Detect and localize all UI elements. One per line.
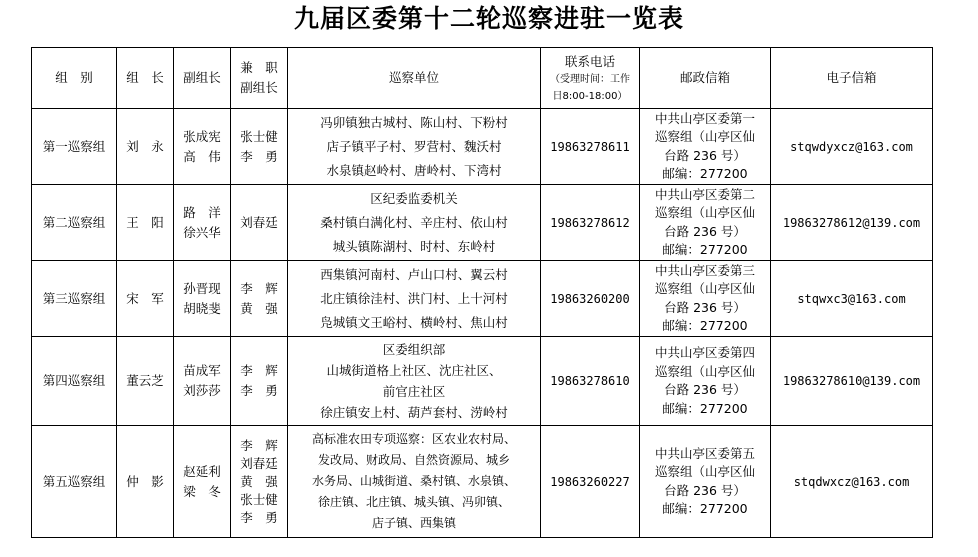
post-line: 中共山亭区委第一 bbox=[654, 110, 755, 126]
leader-cell: 刘 永 bbox=[117, 109, 174, 185]
phone-cell: 19863260227 bbox=[541, 426, 640, 538]
concurrent-cell bbox=[231, 261, 288, 337]
header-unit: 巡察单位 bbox=[288, 48, 541, 109]
group-cell: 第五巡察组 bbox=[32, 426, 117, 538]
deputy-name: 刘莎莎 bbox=[183, 383, 221, 398]
unit-line: 山城街道格上社区、沈庄社区、 bbox=[326, 363, 502, 378]
header-deputy: 副组长 bbox=[174, 48, 231, 109]
leader-cell: 宋 军 bbox=[117, 261, 174, 337]
concurrent-name: 黄 强 bbox=[240, 300, 278, 316]
deputy-name: 胡晓斐 bbox=[183, 300, 221, 316]
deputy-cell bbox=[174, 185, 231, 261]
unit-line: 发改局、财政局、自然资源局、城乡 bbox=[317, 453, 510, 467]
deputy-name: 梁 冬 bbox=[183, 483, 221, 499]
concurrent-name: 李 辉 bbox=[240, 280, 278, 296]
group-cell: 第三巡察组 bbox=[32, 261, 117, 337]
email-cell: stqdwxcz@163.com bbox=[771, 426, 933, 538]
post-line: 中共山亭区委第五 bbox=[654, 445, 755, 461]
header-group: 组 别 bbox=[32, 48, 117, 109]
phone-cell: 19863278611 bbox=[541, 109, 640, 185]
post-line: 中共山亭区委第三 bbox=[654, 262, 755, 278]
unit-line: 前官庄社区 bbox=[382, 384, 446, 399]
unit-line: 水泉镇赵岭村、唐岭村、下湾村 bbox=[326, 162, 502, 178]
post-cell bbox=[640, 109, 771, 185]
deputy-name: 孙晋现 bbox=[183, 280, 221, 296]
unit-line: 区委组织部 bbox=[382, 342, 446, 357]
header-phone-line: 联系电话 bbox=[564, 53, 615, 69]
unit-line: 高标准农田专项巡察：区农业农村局、 bbox=[311, 432, 516, 446]
unit-line: 区纪委监委机关 bbox=[370, 190, 458, 206]
header-post: 邮政信箱 bbox=[640, 48, 771, 109]
unit-cell bbox=[288, 185, 541, 261]
post-cell bbox=[640, 337, 771, 426]
post-line: 巡察组（山亭区仙 bbox=[654, 363, 755, 379]
table-row bbox=[32, 185, 933, 261]
leader-cell: 王 阳 bbox=[117, 185, 174, 261]
unit-cell bbox=[288, 337, 541, 426]
header-concurrent bbox=[231, 48, 288, 109]
post-line: 邮编：277200 bbox=[662, 242, 748, 257]
header-email: 电子信箱 bbox=[771, 48, 933, 109]
deputy-name: 赵延利 bbox=[183, 463, 221, 479]
concurrent-cell bbox=[231, 337, 288, 426]
post-cell bbox=[640, 185, 771, 261]
post-cell bbox=[640, 261, 771, 337]
concurrent-cell bbox=[231, 109, 288, 185]
concurrent-name: 刘春廷 bbox=[240, 214, 278, 230]
deputy-cell bbox=[174, 109, 231, 185]
leader-cell: 董云芝 bbox=[117, 337, 174, 426]
group-cell: 第二巡察组 bbox=[32, 185, 117, 261]
deputy-cell bbox=[174, 261, 231, 337]
concurrent-name: 张士健 bbox=[240, 491, 278, 507]
concurrent-name: 李 勇 bbox=[240, 148, 278, 164]
unit-line: 徐庄镇安上村、葫芦套村、涝岭村 bbox=[320, 405, 508, 420]
table-row bbox=[32, 337, 933, 426]
concurrent-name: 李 辉 bbox=[240, 437, 278, 453]
header-phone-line: 日8:00-18:00） bbox=[552, 90, 628, 102]
email-cell: 19863278610@139.com bbox=[771, 337, 933, 426]
post-line: 中共山亭区委第四 bbox=[654, 345, 755, 360]
unit-cell bbox=[288, 261, 541, 337]
unit-line: 冯卯镇独古城村、陈山村、下粉村 bbox=[320, 114, 508, 130]
post-cell bbox=[640, 426, 771, 538]
concurrent-name: 李 勇 bbox=[240, 509, 278, 525]
concurrent-name: 刘春廷 bbox=[240, 455, 278, 471]
page-title: 九届区委第十二轮巡察进驻一览表 bbox=[293, 4, 684, 33]
concurrent-name: 李 辉 bbox=[240, 363, 278, 378]
deputy-name: 苗成军 bbox=[183, 363, 221, 378]
group-cell: 第四巡察组 bbox=[32, 337, 117, 426]
unit-line: 店子镇、西集镇 bbox=[371, 516, 456, 530]
post-line: 巡察组（山亭区仙 bbox=[654, 129, 755, 144]
phone-cell: 19863278612 bbox=[541, 185, 640, 261]
header-concurrent-line: 兼 职 bbox=[240, 60, 278, 75]
table-row bbox=[32, 109, 933, 185]
phone-cell: 19863278610 bbox=[541, 337, 640, 426]
post-line: 台路 236 号） bbox=[664, 223, 746, 239]
table-row bbox=[32, 261, 933, 337]
unit-line: 城头镇陈湖村、时村、东岭村 bbox=[332, 238, 496, 254]
deputy-cell bbox=[174, 426, 231, 538]
post-line: 巡察组（山亭区仙 bbox=[654, 464, 755, 479]
header-phone-line: （受理时间：工作 bbox=[550, 73, 630, 85]
concurrent-name: 张士健 bbox=[240, 128, 278, 144]
header-row bbox=[32, 48, 933, 109]
email-cell: stqwdyxcz@163.com bbox=[771, 109, 933, 185]
leader-cell: 仲 影 bbox=[117, 426, 174, 538]
email-cell: 19863278612@139.com bbox=[771, 185, 933, 261]
email-cell: stqwxc3@163.com bbox=[771, 261, 933, 337]
unit-line: 西集镇河南村、卢山口村、翼云村 bbox=[320, 266, 508, 282]
deputy-name: 张成宪 bbox=[183, 128, 221, 144]
concurrent-cell bbox=[231, 185, 288, 261]
phone-cell: 19863260200 bbox=[541, 261, 640, 337]
post-line: 巡察组（山亭区仙 bbox=[654, 205, 755, 220]
deputy-name: 路 洋 bbox=[183, 204, 221, 220]
post-line: 台路 236 号） bbox=[664, 147, 746, 163]
unit-line: 北庄镇徐洼村、洪门村、上十河村 bbox=[320, 290, 508, 306]
post-line: 邮编：277200 bbox=[662, 400, 748, 416]
unit-line: 桑村镇白满化村、辛庄村、依山村 bbox=[320, 214, 508, 230]
unit-cell bbox=[288, 426, 541, 538]
header-concurrent-line: 副组长 bbox=[240, 80, 278, 95]
inspection-table bbox=[31, 47, 933, 538]
post-line: 台路 236 号） bbox=[664, 482, 746, 498]
deputy-cell bbox=[174, 337, 231, 426]
unit-line: 凫城镇文王峪村、横岭村、焦山村 bbox=[320, 314, 508, 330]
unit-cell bbox=[288, 109, 541, 185]
post-line: 巡察组（山亭区仙 bbox=[654, 281, 755, 296]
post-line: 邮编：277200 bbox=[662, 318, 748, 333]
header-leader: 组 长 bbox=[117, 48, 174, 109]
unit-line: 店子镇平子村、罗营村、魏沃村 bbox=[326, 138, 502, 154]
concurrent-name: 李 勇 bbox=[240, 383, 278, 398]
table-row bbox=[32, 426, 933, 538]
post-line: 台路 236 号） bbox=[664, 382, 746, 397]
deputy-name: 徐兴华 bbox=[183, 224, 221, 240]
group-cell: 第一巡察组 bbox=[32, 109, 117, 185]
post-line: 台路 236 号） bbox=[664, 299, 746, 315]
post-line: 中共山亭区委第二 bbox=[654, 186, 755, 202]
post-line: 邮编：277200 bbox=[662, 166, 748, 181]
concurrent-name: 黄 强 bbox=[240, 473, 278, 489]
unit-line: 水务局、山城街道、桑村镇、水泉镇、 bbox=[311, 474, 516, 488]
unit-line: 徐庄镇、北庄镇、城头镇、冯卯镇、 bbox=[317, 495, 510, 509]
header-phone bbox=[541, 48, 640, 109]
post-line: 邮编：277200 bbox=[662, 501, 748, 516]
concurrent-cell bbox=[231, 426, 288, 538]
deputy-name: 高 伟 bbox=[183, 148, 221, 164]
